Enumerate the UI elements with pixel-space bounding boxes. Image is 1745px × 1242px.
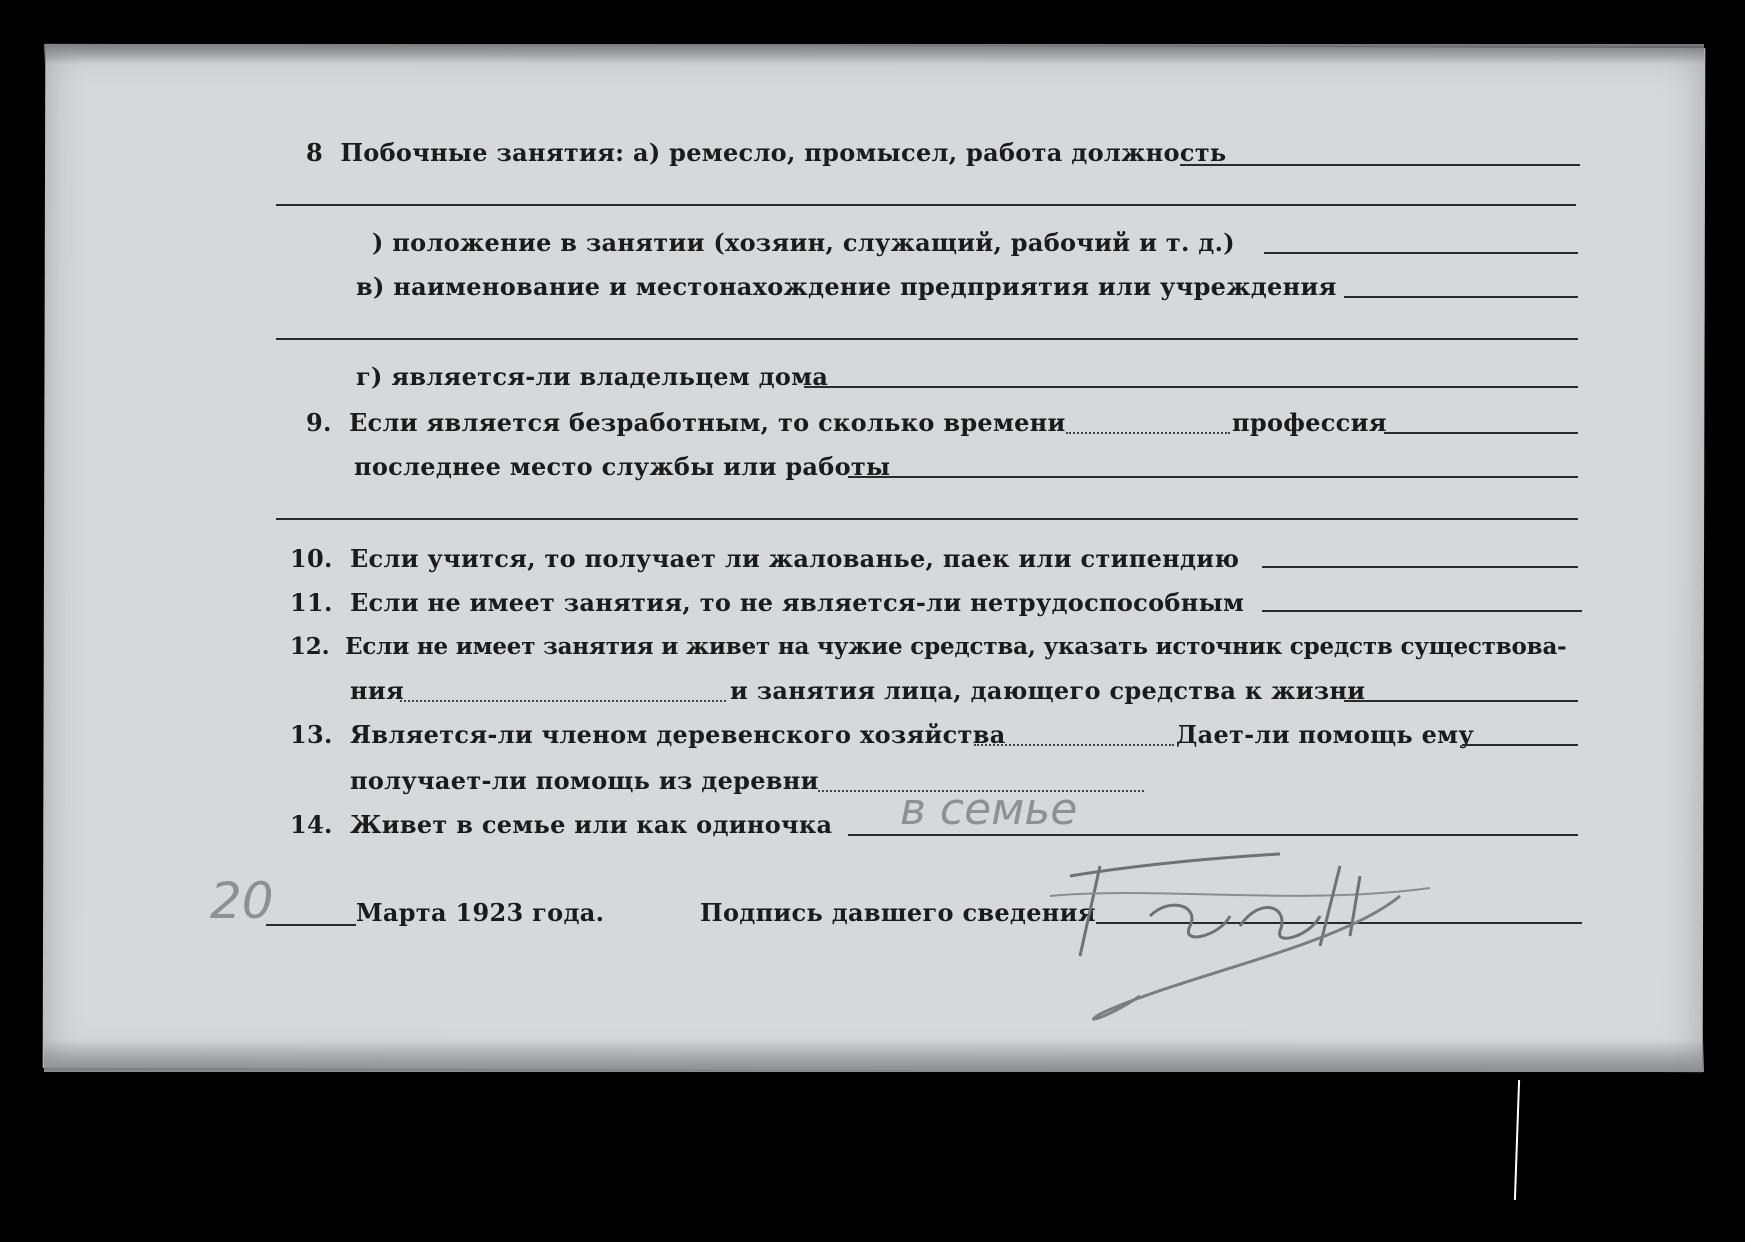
q14-line [290,810,832,840]
q9-profession-label: профессия [1232,408,1387,437]
q8-line-b: ) положение в занятии (хозяин, служащий, рабочий и т. д.) [372,228,1235,257]
q8-line-a-text: Побочные занятия: а) ремесло, промысел, работа должность [340,138,1227,167]
q13-member-line [974,744,1174,746]
q13-line-1 [290,720,1006,750]
signature-handwritten [1040,836,1480,1040]
q9-duration-line [1066,432,1230,434]
q8-b-answer-line [1264,252,1578,254]
signature-scribble [1040,836,1480,1036]
date-day-handwritten: 20 [210,872,274,930]
q13-number: 13. [290,720,333,749]
signature-label: Подпись давшего сведения [700,898,1096,927]
q8-line-v: в) наименование и местонахождение предприятия или учреждения [356,272,1337,301]
q14-text: Живет в семье или как одиночка [349,810,833,839]
card-top-edge [44,44,1704,64]
signature-handwritten-text [240,910,244,929]
q8-v-answer-line [1344,296,1578,298]
q13-help-label: Дает-ли помощь ему [1176,720,1474,749]
q8-g-answer-line [804,386,1578,388]
q8-number: 8 [306,138,323,167]
q14-number: 14. [290,810,333,839]
q13-help-line [1462,744,1578,746]
card-bottom-edge [44,1040,1704,1072]
date-text: Марта 1923 года. [356,898,605,927]
q8-line-a [306,138,1227,168]
q13-line-2: получает-ли помощь из деревни [350,766,819,795]
q9-last-job-line [848,476,1578,478]
q12-number: 12. [290,633,330,660]
q10-answer-line [1262,566,1578,568]
q10-line [290,544,1239,574]
q11-number: 11. [290,588,333,617]
q11-text: Если не имеет занятия, то не является-ли нетрудоспособным [349,588,1245,617]
date-day-line [266,924,356,926]
q8-v-continuation-line [276,338,1578,340]
q12-line-2a: ния [350,676,404,705]
q10-number: 10. [290,544,333,573]
q12-line-2b: и занятия лица, дающего средства к жизни [730,676,1366,705]
q8-a-answer-line [1180,164,1580,166]
q12-line-1 [290,632,1567,662]
q12-source-line [400,700,726,702]
q8-line-g: г) является-ли владельцем дома [356,362,829,391]
scan-artifact-line [1514,1080,1520,1200]
q12-line-1-text: Если не имеет занятия и живет на чужие средства, указать источник средств существова- [345,633,1567,660]
q9-number: 9. [306,408,332,437]
q14-handwritten-answer: в семье [900,784,1078,835]
q11-answer-line [1262,610,1582,612]
q11-line [290,588,1244,618]
q9-continuation-line [276,518,1578,520]
q9-profession-line [1384,432,1578,434]
q12-answer-line [1344,700,1578,702]
q8-a-continuation-line [276,204,1576,206]
signature-text [240,925,244,926]
q9-line-1 [306,408,1066,438]
q9-line-1-text: Если является безработным, то сколько времени [348,408,1066,437]
q13-line-1-text: Является-ли членом деревенского хозяйства [349,720,1006,749]
q9-line-2: последнее место службы или работы [354,452,891,481]
q10-text: Если учится, то получает ли жалованье, паек или стипендию [349,544,1240,573]
